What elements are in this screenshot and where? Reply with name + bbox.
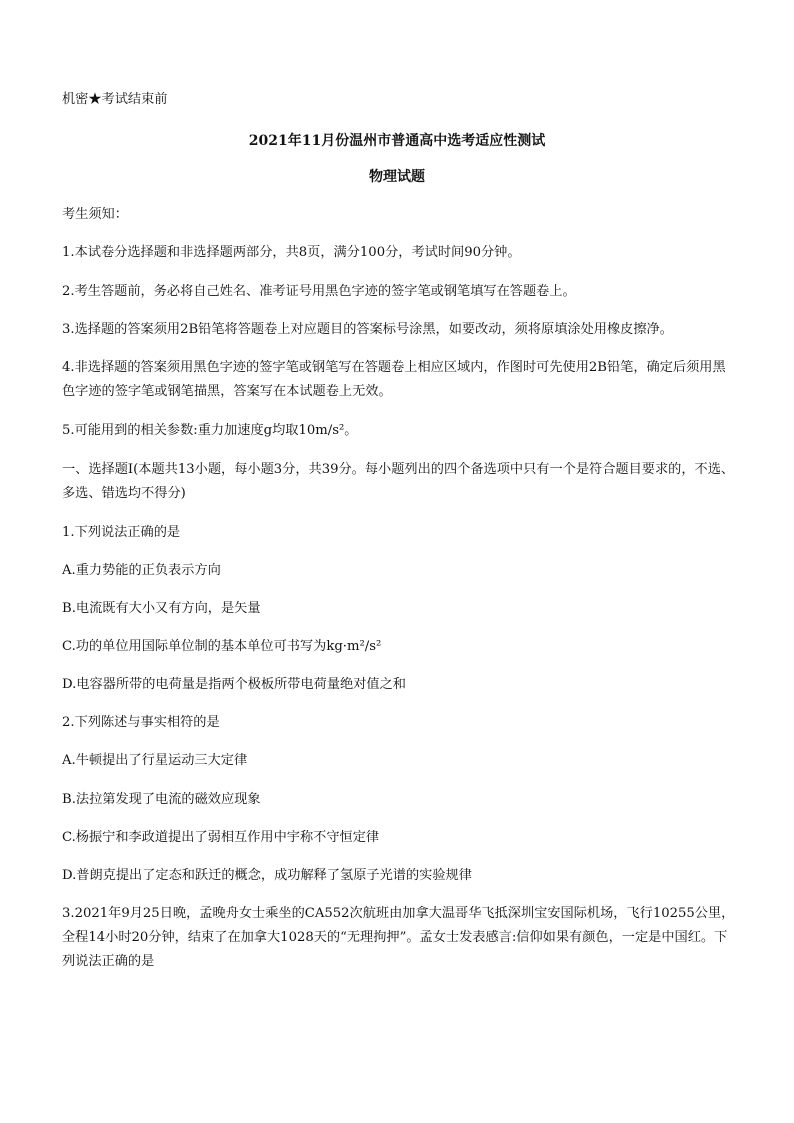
question-3-stem: 3.2021年9月25日晚，孟晚舟女士乘坐的CA552次航班由加拿大温哥华飞抵深圳宝安国际机场，飞行10255公里，全程14小时20分钟，结束了在加拿大1028天的“无理拘押”。孟女士发表感言:信仰如果有颜色，一定是中国红。下列说法正确的是 bbox=[62, 906, 735, 969]
confidential-mark: 机密★考试结束前 bbox=[62, 92, 168, 107]
notice-item-4: 4.非选择题的答案须用黑色字迹的签字笔或钢笔写在答题卷上相应区域内，作图时可先使用2B铅笔，确定后须用黑色字迹的签字笔或钢笔描黑，答案写在本试题卷上无效。 bbox=[62, 360, 726, 399]
question-1-option-b: B.电流既有大小又有方向，是矢量 bbox=[62, 601, 261, 616]
question-1-option-c: C.功的单位用国际单位制的基本单位可书写为kg·m²/s² bbox=[62, 639, 382, 654]
notice-item-3: 3.选择题的答案须用2B铅笔将答题卷上对应题目的答案标号涂黑，如要改动，须将原填涂处用橡皮擦净。 bbox=[62, 322, 673, 337]
question-1-option-d: D.电容器所带的电荷量是指两个极板所带电荷量绝对值之和 bbox=[62, 677, 406, 692]
exam-title: 2021年11月份温州市普通高中选考适应性测试 bbox=[248, 133, 546, 149]
subject-title: 物理试题 bbox=[369, 169, 425, 185]
question-2-option-a: A.牛顿提出了行星运动三大定律 bbox=[62, 753, 248, 768]
notice-heading: 考生须知： bbox=[62, 207, 128, 222]
question-2-stem: 2.下列陈述与事实相符的是 bbox=[62, 715, 220, 730]
question-2-option-c: C.杨振宁和李政道提出了弱相互作用中宇称不守恒定律 bbox=[62, 830, 380, 845]
notice-item-1: 1.本试卷分选择题和非选择题两部分，共8页，满分100分，考试时间90分钟。 bbox=[62, 245, 521, 260]
notice-item-5: 5.可能用到的相关参数:重力加速度g均取10m/s²。 bbox=[62, 423, 358, 438]
question-2-option-d: D.普朗克提出了定态和跃迁的概念，成功解释了氢原子光谱的实验规律 bbox=[62, 868, 472, 883]
question-2-option-b: B.法拉第发现了电流的磁效应现象 bbox=[62, 792, 261, 807]
notice-item-2: 2.考生答题前，务必将自己姓名、准考证号用黑色字迹的签字笔或钢笔填写在答题卷上。 bbox=[62, 284, 576, 299]
question-1-stem: 1.下列说法正确的是 bbox=[62, 525, 181, 540]
question-1-option-a: A.重力势能的正负表示方向 bbox=[62, 563, 221, 578]
section-1-title: 一、选择题Ⅰ(本题共13小题，每小题3分，共39分。每小题列出的四个备选项中只有一个是符合题目要求的，不选、多选、错选均不得分) bbox=[62, 462, 735, 501]
